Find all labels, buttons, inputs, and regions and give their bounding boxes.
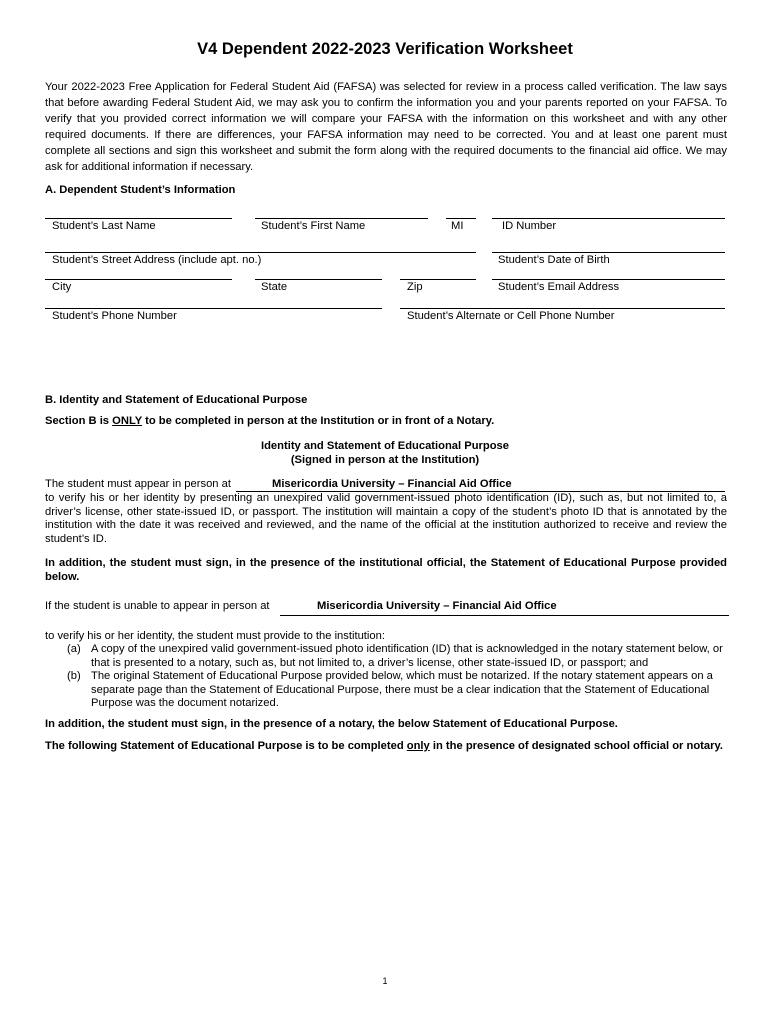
date-of-birth-line[interactable]: [492, 252, 725, 253]
sign-notary-note: In addition, the student must sign, in the presence of a notary, the below Statement of Educational Purpose.: [45, 718, 618, 730]
city-label: City: [52, 281, 72, 293]
email-line[interactable]: [492, 279, 725, 280]
alt-phone-label: Student’s Alternate or Cell Phone Number: [407, 310, 615, 322]
phone-line[interactable]: [45, 308, 382, 309]
page-number: 1: [382, 976, 388, 986]
last-name-line[interactable]: [45, 218, 232, 219]
id-number-line[interactable]: [492, 218, 725, 219]
institution-name-2: Misericordia University – Financial Aid Office: [317, 600, 557, 612]
sub-heading-2: (Signed in person at the Institution): [290, 454, 480, 466]
state-line[interactable]: [255, 279, 382, 280]
in-person-prefix: The student must appear in person at: [45, 478, 231, 490]
list-marker: (a): [67, 643, 81, 655]
email-label: Student’s Email Address: [498, 281, 620, 293]
id-number-label: ID Number: [502, 220, 557, 232]
date-of-birth-label: Student’s Date of Birth: [498, 254, 610, 266]
zip-label: Zip: [407, 281, 423, 293]
section-b-only-note: [45, 415, 494, 429]
street-address-label: Student’s Street Address (include apt. no.): [52, 254, 262, 266]
list-marker: (b): [67, 670, 81, 682]
sign-institutional-note: In addition, the student must sign, in the presence of the institutional official, the Statement of Educational Purpose provided below.: [45, 557, 727, 583]
mi-line[interactable]: [446, 218, 476, 219]
sub-heading-1: Identity and Statement of Educational Purpose: [260, 440, 510, 452]
institution-name-1: Misericordia University – Financial Aid Office: [272, 478, 512, 490]
city-line[interactable]: [45, 279, 232, 280]
alt-phone-line[interactable]: [400, 308, 725, 309]
list-item: [67, 670, 727, 711]
list-text: The original Statement of Educational Purpose provided below, which must be notarized. If the notary statement appears on a separate page than the Statement of Educational Purpose, there must be a clear indication that the Statement of Educational Purpose was the document notarized.: [91, 670, 713, 710]
section-a-heading: A. Dependent Student’s Information: [45, 184, 236, 196]
following-suffix: in the presence of designated school official or notary.: [429, 740, 723, 752]
list-item: [67, 643, 727, 670]
page-title: V4 Dependent 2022-2023 Verification Worksheet: [197, 40, 573, 58]
in-person-body: to verify his or her identity by presenting an unexpired valid government-issued photo identification (ID), such as, but not limited to, a driver’s license, other state-issued ID, or passport. The institution will maintain a copy of the student’s photo ID that is annotated by the institution with the date it was received and reviewed, and the name of the official at the institution authorized to receive and review the student’s ID.: [45, 492, 727, 545]
zip-line[interactable]: [400, 279, 476, 280]
only-note-emphasis: ONLY: [112, 415, 143, 427]
phone-label: Student’s Phone Number: [52, 310, 177, 322]
only-note-suffix: to be completed in person at the Institution or in front of a Notary.: [142, 415, 495, 427]
mi-label: MI: [451, 220, 464, 232]
following-prefix: The following Statement of Educational Purpose is to be completed: [45, 740, 407, 752]
intro-paragraph: Your 2022-2023 Free Application for Federal Student Aid (FAFSA) was selected for review in a process called verification. The law says that before awarding Federal Student Aid, we may ask you to confirm the information you and your parents reported on your FAFSA. To verify that you provided correct information we will compare your FAFSA with the information on this worksheet and with any other required documents. If there are differences, your FAFSA information may need to be corrected. You and at least one parent must complete all sections and sign this worksheet and submit the form along with the required documents to the financial aid office. We may ask for additional information if necessary.: [45, 81, 727, 173]
street-address-line[interactable]: [45, 252, 476, 253]
following-note: [45, 740, 727, 754]
unable-body: to verify his or her identity, the student must provide to the institution:: [45, 630, 385, 642]
following-emphasis: only: [406, 740, 430, 752]
institution-line-2: [280, 615, 729, 616]
last-name-label: Student’s Last Name: [52, 220, 156, 232]
first-name-line[interactable]: [255, 218, 428, 219]
only-note-prefix: Section B is: [45, 415, 113, 427]
section-b-heading: B. Identity and Statement of Educational Purpose: [45, 394, 308, 406]
unable-prefix: If the student is unable to appear in person at: [45, 600, 270, 612]
state-label: State: [261, 281, 288, 293]
list-text: A copy of the unexpired valid government-issued photo identification (ID) that is acknowledged in the notary statement below, or that is presented to a notary, such as, but not limited to, a driver’s license, other state-issued ID, or passport; and: [91, 643, 723, 669]
first-name-label: Student’s First Name: [261, 220, 366, 232]
